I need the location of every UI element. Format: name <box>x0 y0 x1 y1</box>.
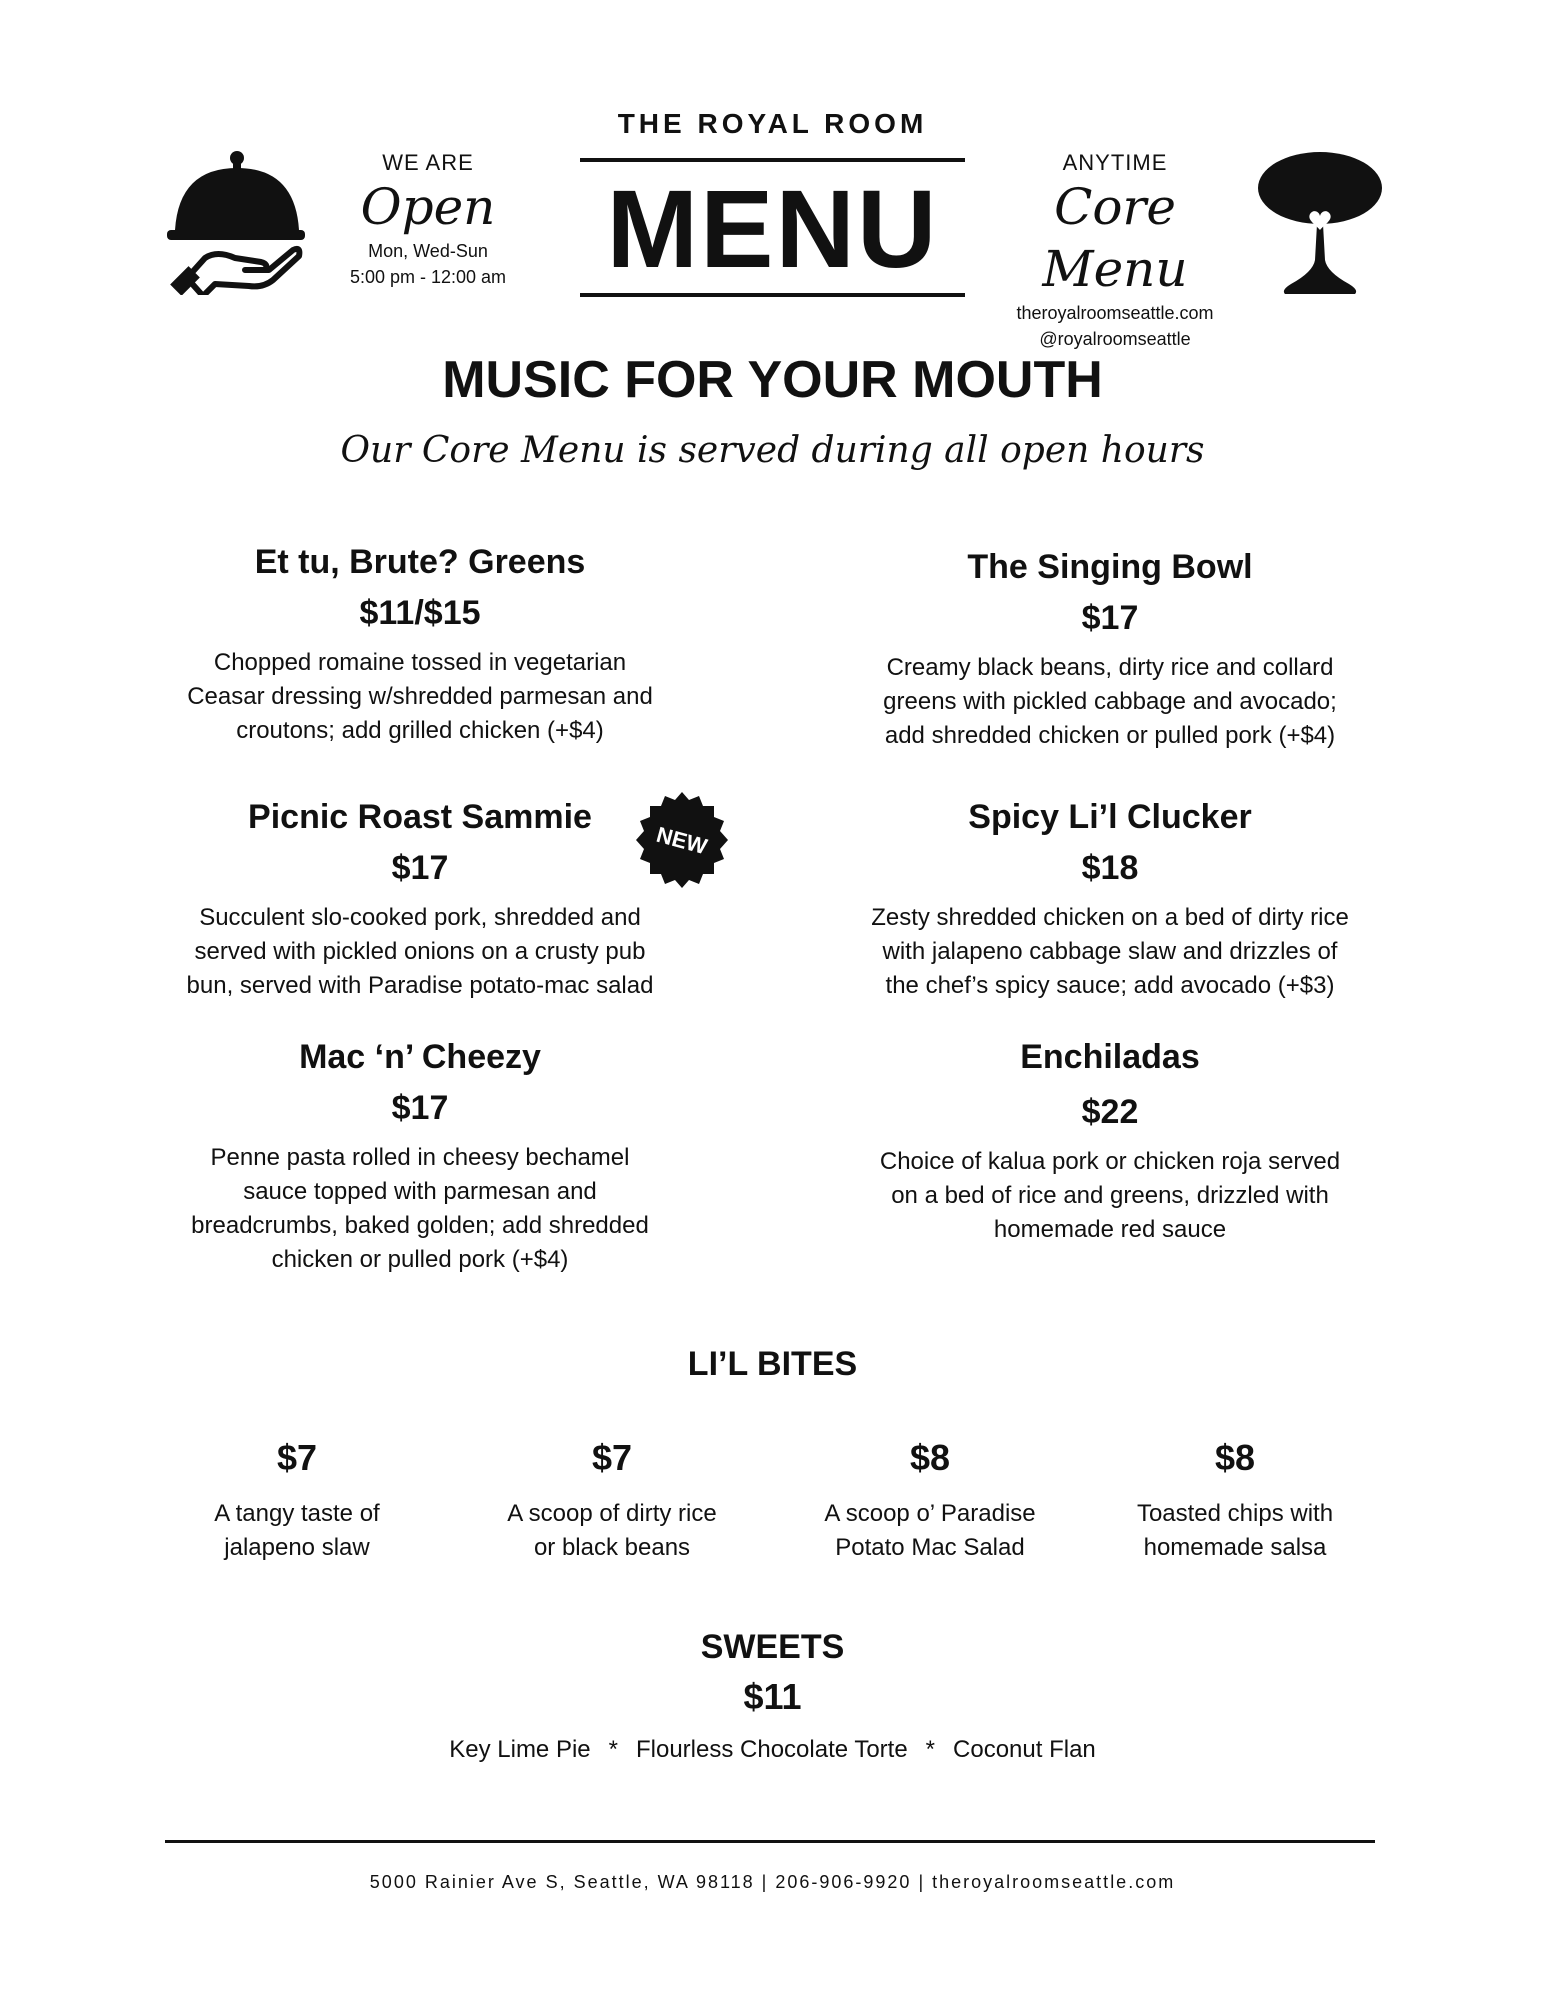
sweet-item: Key Lime Pie <box>449 1736 591 1763</box>
sweets-title: SWEETS <box>700 1628 845 1666</box>
title-rule-bottom <box>580 293 965 297</box>
heart-tree-icon <box>1255 150 1385 295</box>
open-hours: 5:00 pm - 12:00 am <box>349 267 507 287</box>
item-price: $22 <box>1081 1093 1139 1131</box>
desc-line: breadcrumbs, baked golden; add shredded <box>191 1212 649 1239</box>
desc-line: on a bed of rice and greens, drizzled with <box>891 1182 1329 1209</box>
item-description <box>830 651 1390 753</box>
menu-item <box>140 538 700 748</box>
item-price: $17 <box>391 1089 449 1127</box>
menu-title: MENU <box>606 168 939 291</box>
desc-line: homemade red sauce <box>993 1216 1227 1243</box>
sweet-item: Flourless Chocolate Torte <box>635 1736 908 1763</box>
desc-line: sauce topped with parmesan and <box>243 1178 597 1205</box>
desc-line: Ceasar dressing w/shredded parmesan and <box>187 683 653 710</box>
title-rule-top <box>580 158 965 162</box>
footer-address: 5000 Rainier Ave S, Seattle, WA 98118 | 206-906-9920 | theroyalroomseattle.com <box>369 1872 1176 1892</box>
menu-item <box>830 793 1390 1003</box>
bite-item <box>462 1433 762 1565</box>
tagline: MUSIC FOR YOUR MOUTH <box>442 351 1103 409</box>
item-name: The Singing Bowl <box>967 548 1253 586</box>
item-description <box>830 901 1390 1003</box>
menu-item <box>140 1033 700 1277</box>
desc-line: the chef’s spicy sauce; add avocado (+$3) <box>885 972 1335 999</box>
desc-line: chicken or pulled pork (+$4) <box>271 1246 569 1273</box>
item-description <box>830 1145 1390 1247</box>
item-price: $18 <box>1081 849 1139 887</box>
new-badge <box>632 790 732 890</box>
menu-item <box>830 543 1390 753</box>
item-description <box>140 646 700 748</box>
item-price: $17 <box>391 849 449 887</box>
item-price: $17 <box>1081 599 1139 637</box>
desc-line: bun, served with Paradise potato-mac salad <box>186 972 654 999</box>
website-text: theroyalroomseattle.com <box>1016 303 1214 323</box>
desc-line: Chopped romaine tossed in vegetarian <box>213 649 627 676</box>
bite-description <box>1085 1497 1385 1565</box>
item-description <box>140 901 700 1003</box>
bite-item <box>780 1433 1080 1565</box>
bites-title: LI’L BITES <box>687 1345 858 1383</box>
bite-description <box>462 1497 762 1565</box>
core-menu-script: Core Menu <box>1042 178 1188 298</box>
desc-line: Creamy black beans, dirty rice and collard <box>886 654 1334 681</box>
bite-description <box>780 1497 1080 1565</box>
anytime-label: ANYTIME <box>1062 150 1168 175</box>
footer-rule <box>165 1840 1375 1843</box>
menu-item <box>140 793 700 1003</box>
item-name: Mac ‘n’ Cheezy <box>299 1038 541 1076</box>
contact-block <box>995 150 1235 352</box>
desc-line: A scoop of dirty rice <box>507 1500 717 1527</box>
desc-line: jalapeno slaw <box>224 1534 370 1561</box>
sweet-separator: * <box>925 1736 936 1763</box>
sweet-item: Coconut Flan <box>953 1736 1096 1763</box>
item-name: Spicy Li’l Clucker <box>968 798 1252 836</box>
desc-line: A tangy taste of <box>214 1500 380 1527</box>
bite-price: $7 <box>276 1437 318 1478</box>
sweet-separator: * <box>608 1736 618 1763</box>
bite-price: $8 <box>909 1437 951 1478</box>
bite-item <box>147 1433 447 1565</box>
desc-line: add shredded chicken or pulled pork (+$4) <box>884 722 1336 749</box>
open-days: Mon, Wed-Sun <box>368 241 488 261</box>
desc-line: or black beans <box>533 1534 691 1561</box>
bite-description <box>147 1497 447 1565</box>
item-name: Picnic Roast Sammie <box>248 798 592 836</box>
bite-price: $7 <box>591 1437 633 1478</box>
open-script: Open <box>360 178 496 236</box>
we-are-label: WE ARE <box>382 150 474 175</box>
new-badge-label: NEW <box>653 821 710 860</box>
item-name: Et tu, Brute? Greens <box>254 543 586 581</box>
desc-line: Succulent slo-cooked pork, shredded and <box>199 904 641 931</box>
brand-name: THE ROYAL ROOM <box>617 108 928 139</box>
bite-price: $8 <box>1214 1437 1256 1478</box>
desc-line: A scoop o’ Paradise <box>824 1500 1036 1527</box>
desc-line: Zesty shredded chicken on a bed of dirty rice <box>871 904 1349 931</box>
desc-line: homemade salsa <box>1143 1534 1327 1561</box>
desc-line: Potato Mac Salad <box>835 1534 1025 1561</box>
desc-line: Toasted chips with <box>1136 1500 1334 1527</box>
menu-item <box>830 1033 1390 1247</box>
desc-line: with jalapeno cabbage slaw and drizzles of <box>882 938 1338 965</box>
desc-line: Choice of kalua pork or chicken roja served <box>879 1148 1341 1175</box>
sweets-list <box>0 1736 1545 1764</box>
cloche-hand-icon <box>165 150 305 295</box>
bite-item <box>1085 1433 1385 1565</box>
desc-line: croutons; add grilled chicken (+$4) <box>236 717 604 744</box>
item-description <box>140 1141 700 1277</box>
desc-line: greens with pickled cabbage and avocado; <box>883 688 1337 715</box>
subtagline: Our Core Menu is served during all open hours <box>340 430 1205 471</box>
desc-line: served with pickled onions on a crusty pub <box>194 938 646 965</box>
desc-line: Penne pasta rolled in cheesy bechamel <box>210 1144 630 1171</box>
hours-block <box>308 150 548 290</box>
social-handle: @royalroomseattle <box>1039 329 1191 349</box>
item-name: Enchiladas <box>1020 1038 1200 1076</box>
item-price: $11/$15 <box>359 594 481 632</box>
sweets-price: $11 <box>743 1676 802 1717</box>
